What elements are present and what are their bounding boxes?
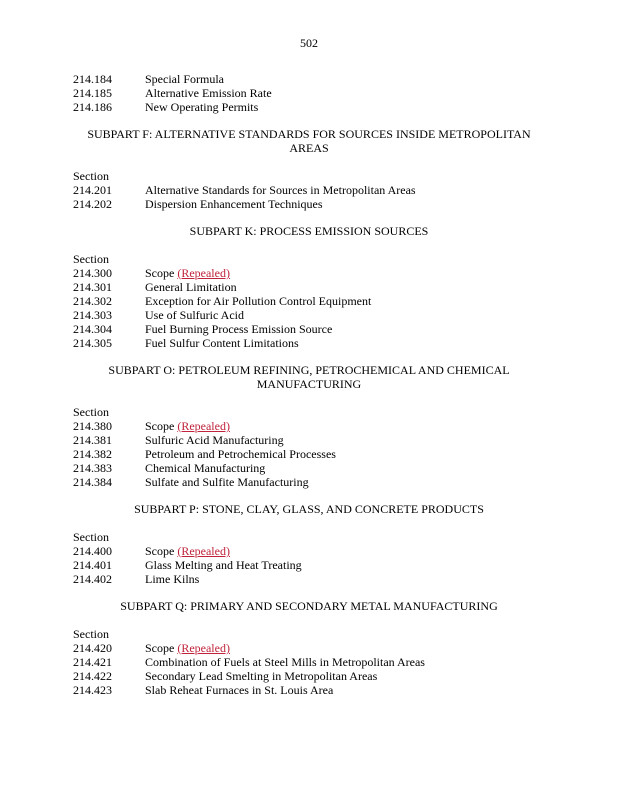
subpart-heading: SUBPART P: STONE, CLAY, GLASS, AND CONCRETE PRODUCTS bbox=[134, 502, 484, 516]
section-number: 214.381 bbox=[73, 433, 112, 447]
section-row bbox=[73, 655, 553, 669]
section-number: 214.301 bbox=[73, 280, 112, 294]
section-title: Sulfate and Sulfite Manufacturing bbox=[145, 475, 309, 489]
section-row bbox=[73, 669, 553, 683]
section-title: Alternative Emission Rate bbox=[145, 86, 272, 100]
section-title-cell bbox=[145, 197, 553, 211]
section-row bbox=[73, 308, 553, 322]
subpart-block bbox=[73, 114, 553, 211]
section-title-cell bbox=[145, 72, 553, 86]
section-title-cell bbox=[145, 183, 553, 197]
section-title-cell bbox=[145, 419, 553, 433]
section-number: 214.423 bbox=[73, 683, 112, 697]
section-number: 214.302 bbox=[73, 294, 112, 308]
section-number: 214.401 bbox=[73, 558, 112, 572]
section-title-cell bbox=[145, 669, 553, 683]
section-row bbox=[73, 266, 553, 280]
section-number: 214.422 bbox=[73, 669, 112, 683]
section-number: 214.380 bbox=[73, 419, 112, 433]
section-number: 214.382 bbox=[73, 447, 112, 461]
section-number: 214.384 bbox=[73, 475, 112, 489]
section-column-label: Section bbox=[73, 252, 109, 266]
section-title: Chemical Manufacturing bbox=[145, 461, 266, 475]
section-number: 214.421 bbox=[73, 655, 112, 669]
section-title-cell bbox=[145, 655, 553, 669]
section-row bbox=[73, 100, 553, 114]
section-row bbox=[73, 197, 553, 211]
section-title: Lime Kilns bbox=[145, 572, 200, 586]
section-row bbox=[73, 294, 553, 308]
section-title: Fuel Burning Process Emission Source bbox=[145, 322, 333, 336]
section-row bbox=[73, 461, 553, 475]
section-number: 214.202 bbox=[73, 197, 112, 211]
repealed-link[interactable]: (Repealed) bbox=[177, 641, 230, 655]
section-row bbox=[73, 419, 553, 433]
repealed-link[interactable]: (Repealed) bbox=[177, 419, 230, 433]
section-row bbox=[73, 544, 553, 558]
intro-section-list bbox=[73, 72, 553, 114]
section-row bbox=[73, 280, 553, 294]
section-title: Glass Melting and Heat Treating bbox=[145, 558, 302, 572]
section-title: Special Formula bbox=[145, 72, 224, 86]
section-number: 214.305 bbox=[73, 336, 112, 350]
section-title: Dispersion Enhancement Techniques bbox=[145, 197, 323, 211]
section-row bbox=[73, 475, 553, 489]
subpart-block bbox=[73, 350, 553, 489]
section-row bbox=[73, 433, 553, 447]
section-number: 214.201 bbox=[73, 183, 112, 197]
subpart-heading: SUBPART O: PETROLEUM REFINING, PETROCHEMICAL AND CHEMICAL MANUFACTURING bbox=[108, 363, 510, 391]
section-title-cell bbox=[145, 322, 553, 336]
section-number: 214.383 bbox=[73, 461, 112, 475]
section-title: Secondary Lead Smelting in Metropolitan Areas bbox=[145, 669, 378, 683]
page-number: 502 bbox=[300, 36, 318, 50]
section-title-cell bbox=[145, 280, 553, 294]
subpart-heading: SUBPART K: PROCESS EMISSION SOURCES bbox=[189, 224, 429, 238]
section-title: Scope bbox=[145, 641, 175, 655]
subpart-block bbox=[73, 586, 553, 697]
section-title-cell bbox=[145, 475, 553, 489]
section-row bbox=[73, 447, 553, 461]
section-title-cell bbox=[145, 100, 553, 114]
section-title-cell bbox=[145, 336, 553, 350]
section-column-label: Section bbox=[73, 405, 109, 419]
section-row bbox=[73, 86, 553, 100]
section-title: Scope bbox=[145, 544, 175, 558]
section-title: Slab Reheat Furnaces in St. Louis Area bbox=[145, 683, 334, 697]
section-title-cell bbox=[145, 558, 553, 572]
section-row bbox=[73, 336, 553, 350]
section-title: General Limitation bbox=[145, 280, 237, 294]
section-title-cell bbox=[145, 572, 553, 586]
section-row bbox=[73, 558, 553, 572]
section-title: New Operating Permits bbox=[145, 100, 259, 114]
section-number: 214.400 bbox=[73, 544, 112, 558]
section-row bbox=[73, 641, 553, 655]
section-column-label: Section bbox=[73, 627, 109, 641]
section-number: 214.420 bbox=[73, 641, 112, 655]
section-title-cell bbox=[145, 294, 553, 308]
section-title-cell bbox=[145, 308, 553, 322]
section-title-cell bbox=[145, 433, 553, 447]
section-title-cell bbox=[145, 266, 553, 280]
section-title: Use of Sulfuric Acid bbox=[145, 308, 244, 322]
section-row bbox=[73, 183, 553, 197]
section-column-label: Section bbox=[73, 169, 109, 183]
section-title: Exception for Air Pollution Control Equipment bbox=[145, 294, 372, 308]
section-row bbox=[73, 322, 553, 336]
repealed-link[interactable]: (Repealed) bbox=[177, 544, 230, 558]
subpart-block bbox=[73, 211, 553, 350]
section-title-cell bbox=[145, 683, 553, 697]
section-row bbox=[73, 72, 553, 86]
section-title: Scope bbox=[145, 266, 175, 280]
section-number: 214.402 bbox=[73, 572, 112, 586]
table-of-contents bbox=[73, 72, 553, 697]
section-title-cell bbox=[145, 544, 553, 558]
section-number: 214.300 bbox=[73, 266, 112, 280]
subpart-heading: SUBPART Q: PRIMARY AND SECONDARY METAL MANUFACTURING bbox=[120, 599, 498, 613]
section-title-cell bbox=[145, 447, 553, 461]
repealed-link[interactable]: (Repealed) bbox=[177, 266, 230, 280]
section-number: 214.185 bbox=[73, 86, 112, 100]
section-title: Scope bbox=[145, 419, 175, 433]
section-number: 214.303 bbox=[73, 308, 112, 322]
section-title: Petroleum and Petrochemical Processes bbox=[145, 447, 336, 461]
section-title: Fuel Sulfur Content Limitations bbox=[145, 336, 299, 350]
section-row bbox=[73, 572, 553, 586]
section-number: 214.186 bbox=[73, 100, 112, 114]
section-title: Sulfuric Acid Manufacturing bbox=[145, 433, 284, 447]
section-title-cell bbox=[145, 461, 553, 475]
section-column-label: Section bbox=[73, 530, 109, 544]
subpart-heading: SUBPART F: ALTERNATIVE STANDARDS FOR SOURCES INSIDE METROPOLITAN AREAS bbox=[87, 127, 531, 155]
section-title: Alternative Standards for Sources in Metropolitan Areas bbox=[145, 183, 416, 197]
section-title-cell bbox=[145, 86, 553, 100]
section-title-cell bbox=[145, 641, 553, 655]
section-title: Combination of Fuels at Steel Mills in Metropolitan Areas bbox=[145, 655, 425, 669]
subpart-block bbox=[73, 489, 553, 586]
section-number: 214.304 bbox=[73, 322, 112, 336]
section-row bbox=[73, 683, 553, 697]
section-number: 214.184 bbox=[73, 72, 112, 86]
subpart-list bbox=[73, 114, 553, 697]
